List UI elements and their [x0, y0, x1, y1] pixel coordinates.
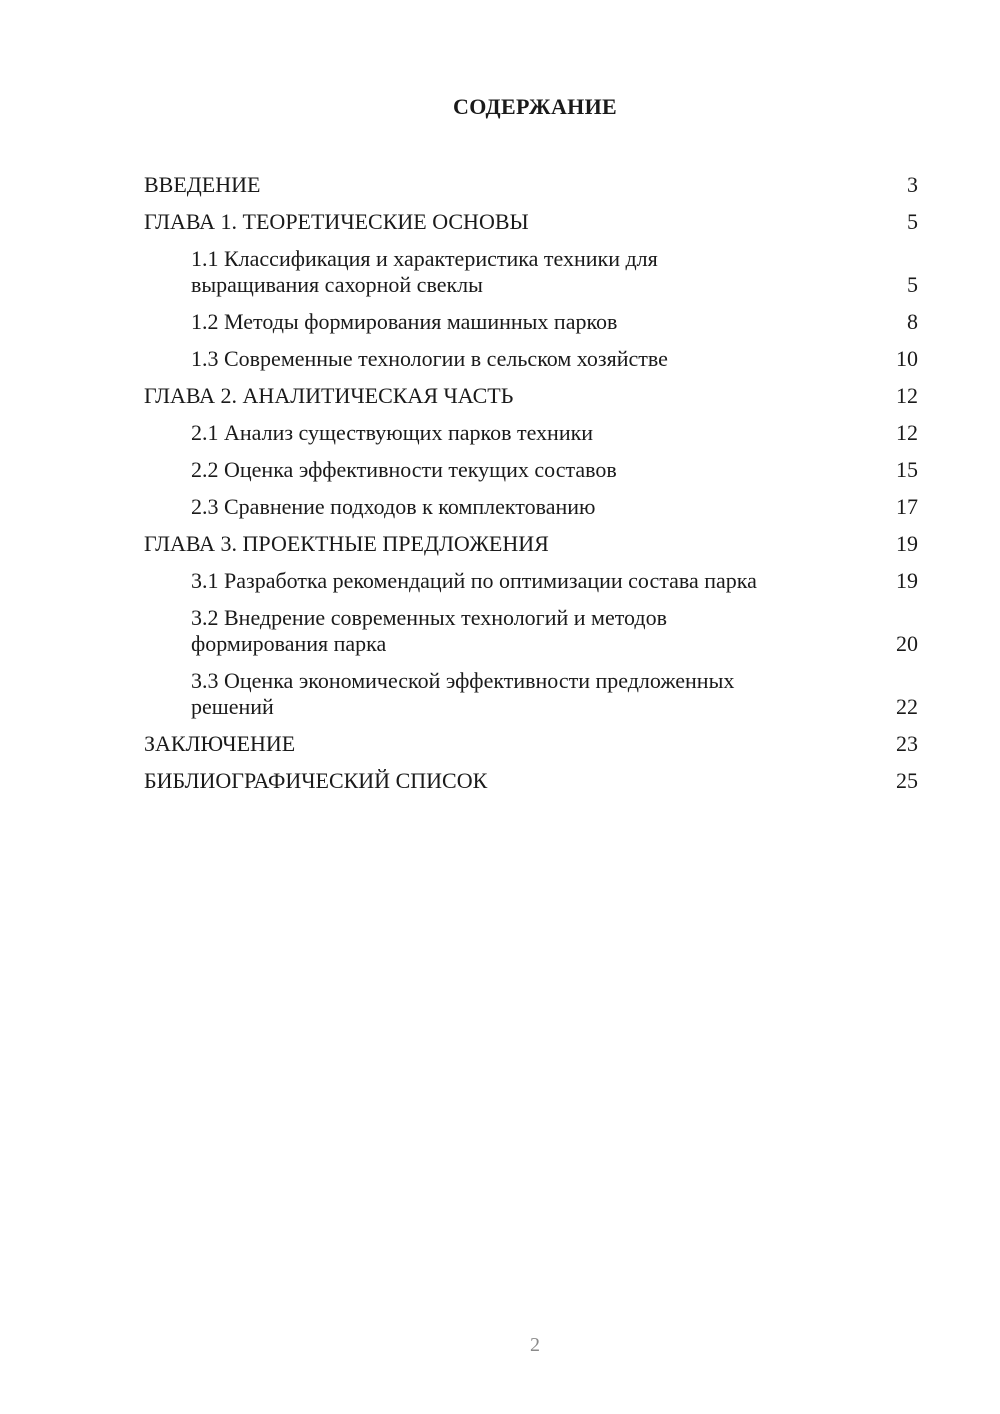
toc-entry-section-2-2[interactable]	[144, 453, 918, 490]
toc-entry-text: ЗАКЛЮЧЕНИЕ	[144, 731, 296, 756]
toc-entry-page: 19	[896, 531, 918, 556]
toc-entry-page: 5	[907, 209, 918, 234]
toc-entry-section-2-3[interactable]	[144, 490, 918, 527]
toc-entry-text: ГЛАВА 3. ПРОЕКТНЫЕ ПРЕДЛОЖЕНИЯ	[144, 531, 549, 556]
toc-entry-page: 25	[896, 768, 918, 793]
toc-entry-page: 15	[896, 457, 918, 482]
table-of-contents	[144, 168, 918, 801]
toc-entry-text: ГЛАВА 1. ТЕОРЕТИЧЕСКИЕ ОСНОВЫ	[144, 209, 529, 234]
toc-entry-page: 20	[896, 631, 918, 656]
toc-entry-page: 12	[896, 420, 918, 445]
toc-entry-text: 1.3 Современные технологии в сельском хозяйстве	[191, 346, 668, 371]
toc-entry-page: 17	[896, 494, 918, 519]
toc-entry-text: 3.2 Внедрение современных технологий и методов формирования парка	[191, 605, 667, 656]
toc-entry-page: 23	[896, 731, 918, 756]
toc-entry-text: 2.1 Анализ существующих парков техники	[191, 420, 594, 445]
toc-entry-section-2-1[interactable]	[144, 416, 918, 453]
toc-entry-section-3-3[interactable]	[144, 664, 918, 727]
toc-entry-text: ГЛАВА 2. АНАЛИТИЧЕСКАЯ ЧАСТЬ	[144, 383, 514, 408]
toc-entry-chapter-1[interactable]	[144, 205, 918, 242]
toc-entry-section-1-2[interactable]	[144, 305, 918, 342]
toc-entry-bibliography[interactable]	[144, 764, 918, 801]
toc-entry-page: 12	[896, 383, 918, 408]
toc-entry-page: 3	[907, 172, 918, 197]
toc-entry-text: 2.3 Сравнение подходов к комплектованию	[191, 494, 596, 519]
toc-entry-page: 5	[907, 272, 918, 297]
toc-entry-chapter-3[interactable]	[144, 527, 918, 564]
toc-entry-text: 1.1 Классификация и характеристика техники для выращивания сахорной свеклы	[191, 246, 658, 297]
toc-entry-page: 19	[896, 568, 918, 593]
toc-entry-text: БИБЛИОГРАФИЧЕСКИЙ СПИСОК	[144, 768, 488, 793]
toc-entry-introduction[interactable]	[144, 168, 918, 205]
toc-entry-chapter-2[interactable]	[144, 379, 918, 416]
toc-entry-section-3-2[interactable]	[144, 601, 918, 664]
toc-entry-text: 3.3 Оценка экономической эффективности предложенных решений	[191, 668, 735, 719]
toc-entry-text: ВВЕДЕНИЕ	[144, 172, 261, 197]
toc-entry-section-3-1[interactable]	[144, 564, 918, 601]
toc-entry-text: 3.1 Разработка рекомендаций по оптимизации состава парка	[191, 568, 757, 593]
toc-entry-section-1-3[interactable]	[144, 342, 918, 379]
toc-entry-page: 8	[907, 309, 918, 334]
toc-entry-text: 1.2 Методы формирования машинных парков	[191, 309, 618, 334]
toc-entry-section-1-1[interactable]	[144, 242, 918, 305]
toc-title: СОДЕРЖАНИЕ	[453, 94, 617, 119]
toc-entry-page: 10	[896, 346, 918, 371]
page-number: 2	[530, 1334, 540, 1356]
toc-entry-text: 2.2 Оценка эффективности текущих составов	[191, 457, 617, 482]
toc-entry-page: 22	[896, 694, 918, 719]
toc-entry-conclusion[interactable]	[144, 727, 918, 764]
